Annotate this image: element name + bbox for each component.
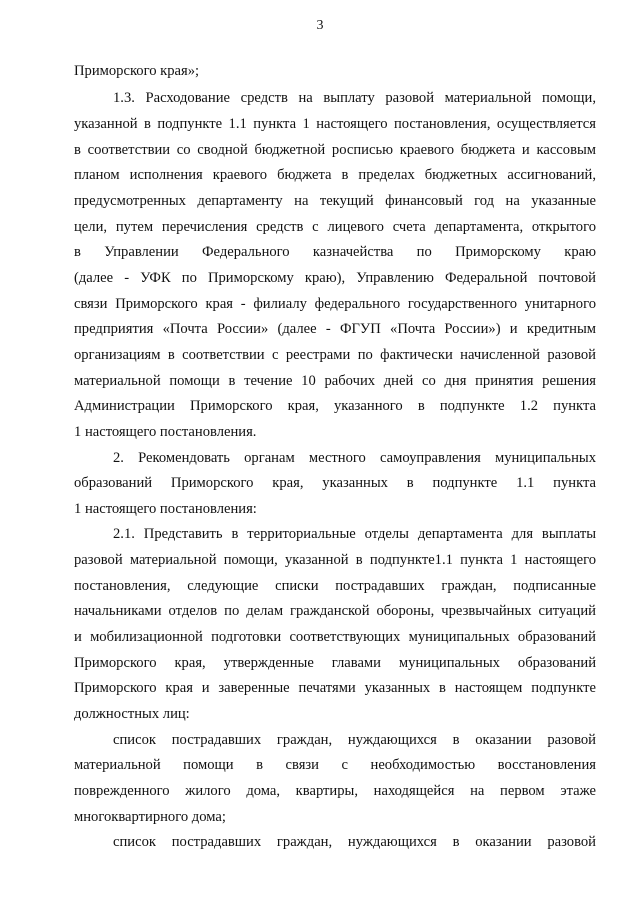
text-line: в Управлении Федерального казначейства по Приморскому краю [74,244,596,260]
text-line: предусмотренных департаменту на текущий финансовый год на указанные [74,193,596,209]
text-line: 2.1. Представить в территориальные отделы департамента для выплаты [113,526,596,542]
text-line: список пострадавших граждан, нуждающихся в оказании разовой [113,732,596,748]
text-line: разовой материальной помощи, указанной в подпункте1.1 пункта 1 настоящего [74,552,596,568]
text-line: Приморского края и заверенные печатями указанных в настоящем подпункте [74,680,596,696]
text-line: материальной помощи в течение 10 рабочих дней со дня принятия решения [74,373,596,389]
page-number: 3 [316,18,324,33]
text-line: материальной помощи в связи с необходимостью восстановления [74,757,596,773]
text-line: Приморского края»; [74,63,200,79]
text-line: должностных лиц: [74,706,190,722]
text-line: указанной в подпункте 1.1 пункта 1 настоящего постановления, осуществляется [74,116,596,132]
text-line: (далее - УФК по Приморскому краю), Управлению Федеральной почтовой [74,270,596,286]
text-line: поврежденного жилого дома, квартиры, находящейся на первом этаже [74,783,596,799]
text-line: связи Приморского края - филиалу федерального государственного унитарного [74,296,596,312]
text-line: предприятия «Почта России» (далее - ФГУП «Почта России») и кредитным [74,321,596,337]
text-line: цели, путем перечисления средств с лицевого счета департамента, открытого [74,219,596,235]
text-line: планом исполнения краевого бюджета в пределах бюджетных ассигнований, [74,167,596,183]
text-line: образований Приморского края, указанных в подпункте 1.1 пункта [74,475,596,491]
text-line: 1 настоящего постановления. [74,424,257,440]
text-line: и мобилизационной подготовки соответствующих муниципальных образований [74,629,596,645]
text-line: 1 настоящего постановления: [74,501,257,517]
text-line: 1.3. Расходование средств на выплату разовой материальной помощи, [113,90,596,106]
text-line: многоквартирного дома; [74,809,226,825]
text-line: в соответствии со сводной бюджетной росписью краевого бюджета и кассовым [74,142,596,158]
text-line: организациям в соответствии с реестрами по фактически начисленной разовой [74,347,596,363]
text-line: 2. Рекомендовать органам местного самоуправления муниципальных [113,450,596,466]
text-line: постановления, следующие списки пострадавших граждан, подписанные [74,578,596,594]
text-line: начальниками отделов по делам гражданской обороны, чрезвычайных ситуаций [74,603,596,619]
text-line: список пострадавших граждан, нуждающихся в оказании разовой [113,834,596,850]
text-line: Приморского края, утвержденные главами муниципальных образований [74,655,596,671]
text-line: Администрации Приморского края, указанного в подпункте 1.2 пункта [74,398,596,414]
